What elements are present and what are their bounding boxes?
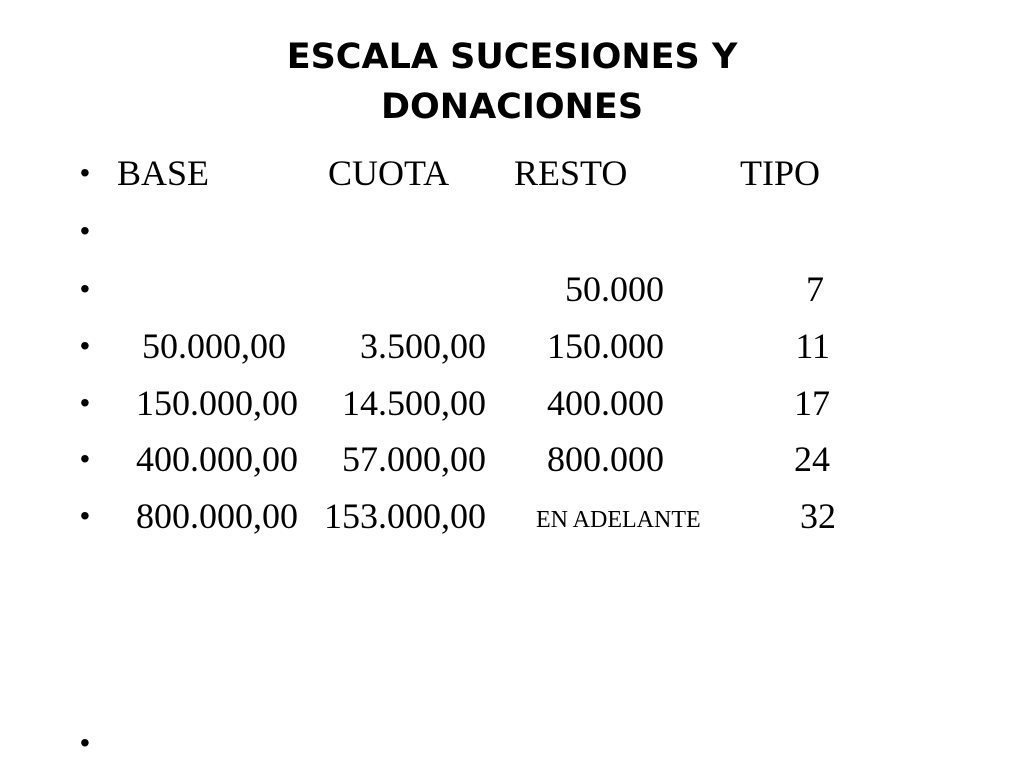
row-base: 800.000,00: [136, 496, 298, 536]
row-cuota: 3.500,00: [360, 326, 486, 366]
slide-title: [0, 32, 1024, 132]
row-resto: EN ADELANTE: [536, 507, 701, 533]
header-cuota: CUOTA: [328, 153, 450, 193]
row-resto: 800.000: [547, 439, 664, 479]
row-tipo: 32: [800, 496, 836, 536]
bullet-icon: •: [80, 273, 90, 304]
bullet-icon: •: [80, 500, 90, 531]
row-tipo: 11: [795, 326, 830, 366]
row-cuota: 153.000,00: [324, 496, 486, 536]
row-cuota: 57.000,00: [342, 439, 486, 479]
row-tipo: 7: [806, 269, 824, 309]
table-row: [0, 264, 1024, 314]
bullet-icon: •: [80, 727, 90, 758]
slide-title-line-2: DONACIONES: [380, 87, 644, 127]
bullet-icon: •: [80, 443, 90, 474]
slide-title-line-1: ESCALA SUCESIONES Y: [286, 37, 738, 77]
bullet-icon: •: [80, 157, 90, 188]
empty-bullet-row: [0, 718, 1024, 768]
row-tipo: 24: [794, 439, 830, 479]
table-row: [0, 378, 1024, 428]
row-resto: 50.000: [565, 269, 664, 309]
row-base: 400.000,00: [136, 439, 298, 479]
table-row: [0, 434, 1024, 484]
row-resto: 150.000: [547, 326, 664, 366]
row-tipo: 17: [794, 383, 830, 423]
header-tipo: TIPO: [740, 153, 820, 193]
bullet-icon: •: [80, 215, 90, 246]
row-base: 50.000,00: [142, 326, 286, 366]
table-row: [0, 321, 1024, 371]
header-base: BASE: [117, 153, 210, 193]
empty-bullet-row: [0, 206, 1024, 256]
row-resto: 400.000: [547, 383, 664, 423]
bullet-icon: •: [80, 387, 90, 418]
header-row: [0, 148, 1024, 198]
header-resto: RESTO: [514, 153, 628, 193]
row-cuota: 14.500,00: [342, 383, 486, 423]
row-base: 150.000,00: [136, 383, 298, 423]
table-row: [0, 491, 1024, 541]
bullet-icon: •: [80, 330, 90, 361]
